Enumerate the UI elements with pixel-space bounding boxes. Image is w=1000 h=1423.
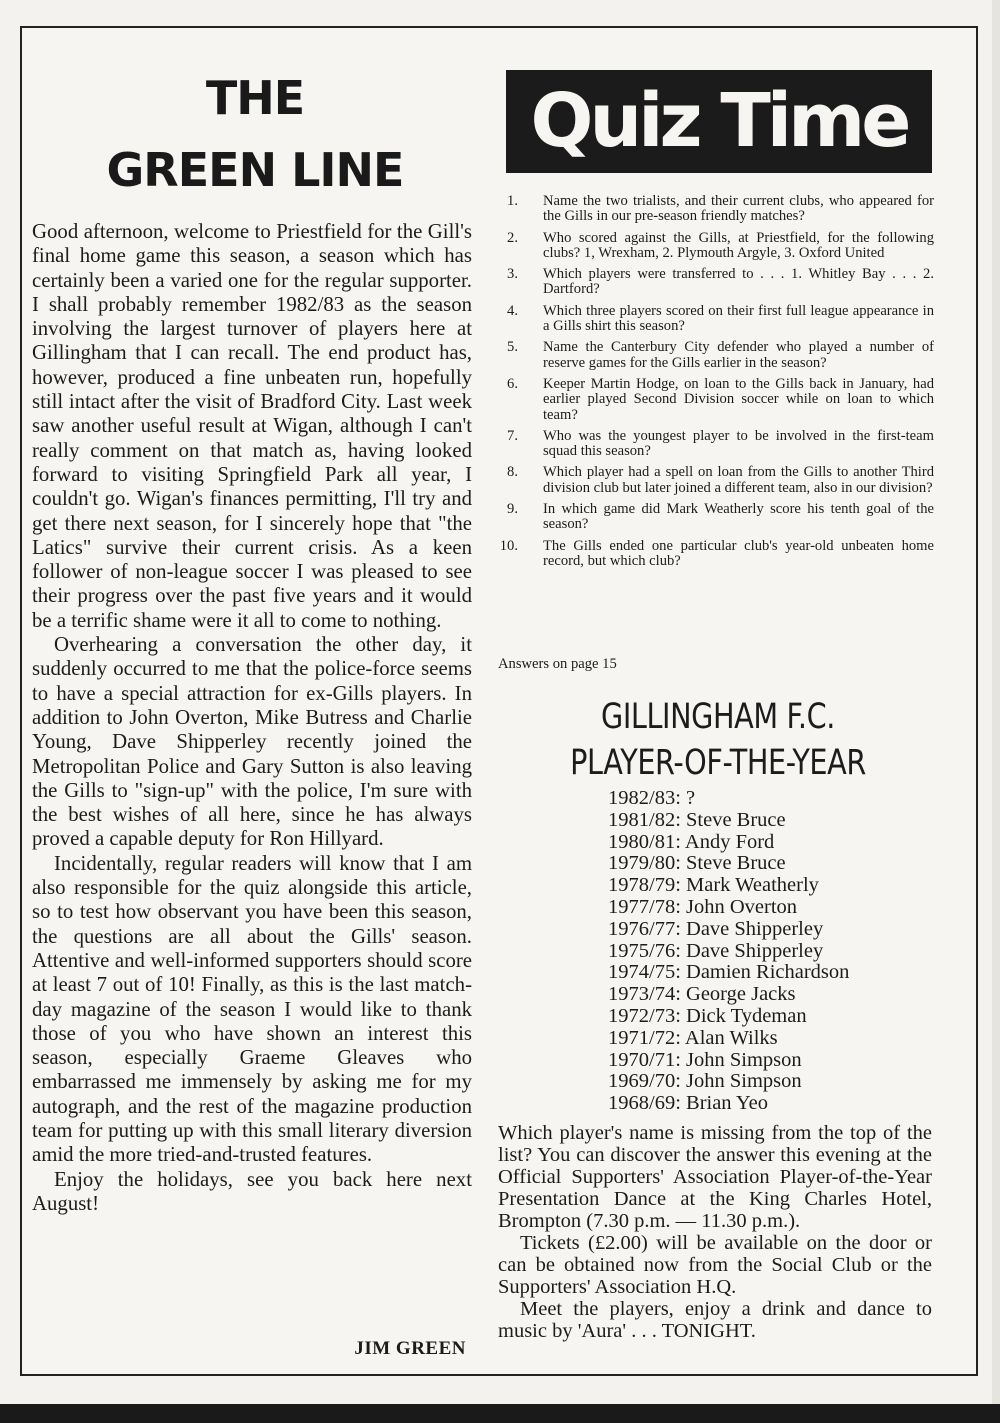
question-text: Keeper Martin Hodge, on loan to the Gills back in January, had earlier played Second Division soccer while on loan to which team? — [543, 375, 934, 423]
green-line-article — [32, 220, 472, 1216]
question-text: Name the two trialists, and their current clubs, who appeared for the Gills in our pre-season friendly matches? — [543, 193, 934, 225]
article-paragraph: Good afternoon, welcome to Priestfield for the Gill's final home game this season, a season which has certainly been a varied one for the regular supporter. I shall probably remember 1982/83 as the season involving the largest turnover of players here at Gillingham that I can recall. The end product has, however, produced a fine unbeaten run, hopefully still intact after the visit of Bradford City. Last week saw another useful result at Wigan, although I can't really comment on that match as, having looked forward to visiting Springfield Park all year, I couldn't go. Wigan's finances permitting, I'll try and get there next season, for I sincerely hope that "the Latics" survive their current crisis. As a keen follower of non-league soccer I was pleased to see their progress over the past five years and it would be a terrific shame were it all to come to nothing. — [32, 220, 472, 632]
winner-entry: 1980/81: Andy Ford — [608, 830, 775, 853]
winner-entry: 1973/74: George Jacks — [608, 983, 796, 1006]
green-line-title — [40, 62, 470, 206]
question-text: Name the Canterbury City defender who played a number of reserve games for the Gills earlier in the season? — [543, 339, 934, 371]
poy-paragraph: Meet the players, enjoy a drink and dance to music by 'Aura' . . . TONIGHT. — [498, 1298, 932, 1342]
winner-entry: 1968/69: Brian Yeo — [608, 1092, 769, 1115]
green-line-title-line1: THE — [205, 71, 305, 125]
winner-entry: 1971/72: Alan Wilks — [608, 1026, 778, 1049]
green-line-title-line2: GREEN LINE — [106, 143, 404, 197]
quiz-question — [498, 465, 934, 496]
quiz-question — [498, 267, 934, 298]
winner-entry: 1982/83: ? — [608, 787, 696, 809]
question-number: 10. — [499, 537, 518, 554]
question-number: 8. — [507, 464, 518, 481]
question-number: 7. — [507, 427, 518, 444]
winner-entry: 1972/73: Dick Tydeman — [608, 1004, 807, 1027]
quiz-question — [498, 377, 934, 423]
question-number: 9. — [507, 501, 518, 518]
winner-entry: 1976/77: Dave Shipperley — [608, 917, 824, 940]
quiz-question — [498, 194, 934, 225]
page-edge — [992, 0, 1000, 1423]
winner-entry: 1977/78: John Overton — [608, 895, 798, 918]
question-number: 6. — [507, 375, 518, 392]
article-paragraph: Incidentally, regular readers will know that I am also responsible for the quiz alongside this article, so to test how observant you have been this season, the questions are all about the Gills' season. Attentive and well-informed supporters should score at least 7 out of 10! Finally, as this is the last match-day magazine of the season I would like to thank those of you who have shown an interest this season, especially Graeme Gleaves who embarrassed me immensely by asking me for my autograph, and the rest of the magazine production team for putting up with this small literary diversion amid the more tried-and-trusted features. — [32, 851, 472, 1167]
question-number: 2. — [507, 229, 518, 246]
author-signature: JIM GREEN — [354, 1338, 466, 1359]
winner-entry: 1979/80: Steve Bruce — [608, 852, 786, 875]
player-of-year-title — [539, 694, 897, 786]
winner-entry: 1970/71: John Simpson — [608, 1048, 802, 1071]
winner-entry: 1974/75: Damien Richardson — [608, 961, 850, 984]
poy-paragraph: Tickets (£2.00) will be available on the door or can be obtained now from the Social Club or the Supporters' Association H.Q. — [498, 1232, 932, 1298]
question-number: 5. — [507, 339, 518, 356]
poy-paragraph: Which player's name is missing from the top of the list? You can discover the answer this evening at the Official Supporters' Association Player-of-the-Year Presentation Dance at the King Charles Hotel, Brompton (7.30 p.m. — 11.30 p.m.). — [498, 1122, 932, 1232]
article-paragraph: Enjoy the holidays, see you back here next August! — [32, 1167, 472, 1215]
winner-entry: 1969/70: John Simpson — [608, 1070, 802, 1093]
question-text: Who scored against the Gills, at Priestfield, for the following clubs? 1, Wrexham, 2. Plymouth Argyle, 3. Oxford United — [543, 229, 934, 261]
question-text: The Gills ended one particular club's year-old unbeaten home record, but which club? — [543, 537, 934, 569]
question-text: Which player had a spell on loan from the Gills to another Third division club but later joined a different team, also in our division? — [543, 464, 934, 496]
question-number: 3. — [507, 266, 518, 283]
question-number: 4. — [507, 302, 518, 319]
poy-title-line1: GILLINGHAM F.C. — [600, 697, 835, 737]
quiz-question — [498, 539, 934, 570]
question-number: 1. — [507, 193, 518, 209]
question-text: In which game did Mark Weatherly score his tenth goal of the season? — [543, 501, 934, 533]
winner-entry: 1981/82: Steve Bruce — [608, 808, 786, 831]
player-of-year-list — [608, 788, 849, 1115]
question-text: Who was the youngest player to be involved in the first-team squad this season? — [543, 427, 934, 460]
question-text: Which three players scored on their first full league appearance in a Gills shirt this season? — [543, 302, 934, 335]
quiz-question — [498, 304, 934, 335]
quiz-questions — [498, 194, 934, 575]
question-text: Which players were transferred to . . . 1. Whitley Bay . . . 2. Dartford? — [543, 266, 934, 298]
quiz-question — [498, 231, 934, 262]
winner-entry: 1975/76: Dave Shipperley — [608, 939, 824, 962]
page-bottom-bar — [0, 1404, 1000, 1423]
quiz-question — [498, 429, 934, 460]
answers-note: Answers on page 15 — [498, 656, 617, 672]
quiz-question — [498, 340, 934, 371]
quiz-question — [498, 502, 934, 533]
winner-entry: 1978/79: Mark Weatherly — [608, 874, 819, 897]
poy-title-line2: PLAYER-OF-THE-YEAR — [570, 743, 866, 783]
player-of-year-article — [498, 1122, 932, 1342]
article-paragraph: Overhearing a conversation the other day, it suddenly occurred to me that the police-force seems to have a special attraction for ex-Gills players. In addition to John Overton, Mike Butress and Charlie Young, Dave Shipperley recently joined the Metropolitan Police and Gary Sutton is also leaving the Gills to "sign-up" with the police, I'm sure with the best wishes of all here, since he has always proved a capable deputy for Ron Hillyard. — [32, 633, 472, 851]
quiz-time-banner: Quiz Time — [506, 70, 932, 173]
